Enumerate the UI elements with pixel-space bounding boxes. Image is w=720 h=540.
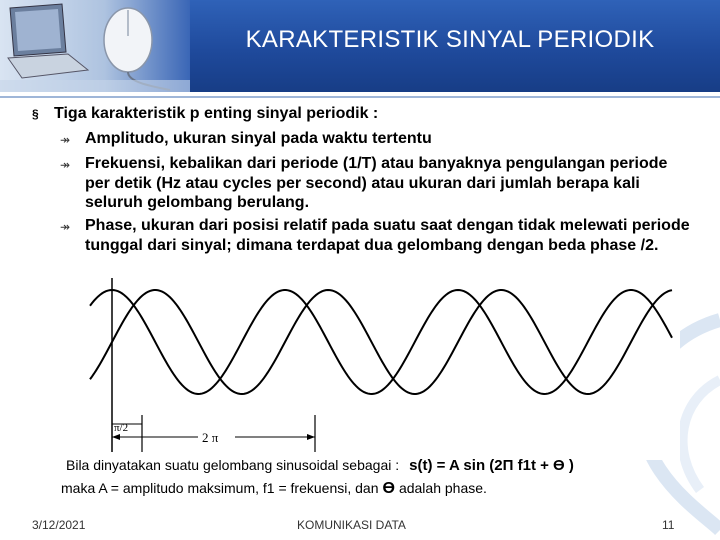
sub-bullet-text: Amplitudo, ukuran sinyal pada waktu tertentu <box>85 130 432 147</box>
caption-line-2 <box>61 480 681 498</box>
arrow-bullet-icon: ↠ <box>60 220 71 234</box>
caption-line-1 <box>66 457 706 474</box>
main-bullet-text: Tiga karakteristik p enting sinyal periodik : <box>54 105 379 122</box>
theta-symbol: Ɵ <box>382 480 395 497</box>
two-pi-label: 2 π <box>202 430 219 445</box>
caption-text: Bila dinyatakan suatu gelombang sinusoidal sebagai : <box>66 457 400 473</box>
footer-title: KOMUNIKASI DATA <box>297 518 406 532</box>
sub-bullet-text: Phase, ukuran dari posisi relatif pada suatu saat dengan tidak melewati periode tunggal dari sinyal; dimana terdapat dua gelombang dengan beda phase /2. <box>85 217 690 254</box>
caption-text-pre: maka A = amplitudo maksimum, f1 = frekuensi, dan <box>61 480 379 496</box>
header-photo <box>0 0 190 92</box>
sine-wave-figure <box>80 270 680 460</box>
page-title: KARAKTERISTIK SINYAL PERIODIK <box>245 26 655 53</box>
footer-date: 3/12/2021 <box>32 518 86 532</box>
sub-bullet-text: Frekuensi, kebalikan dari periode (1/T) atau banyaknya pengulangan periode per detik (Hz atau cycles per second) atau ukuran dari jumlah berapa kali seluruh gelombang berulang. <box>85 155 668 211</box>
caption-text-post: adalah phase. <box>398 480 487 496</box>
half-pi-label: π/2 <box>114 422 129 434</box>
header-divider-shadow <box>0 96 720 98</box>
laptop-mouse-image <box>0 0 190 92</box>
square-bullet-icon: § <box>32 107 39 121</box>
sinusoid-formula: s(t) = A sin (2Π f1t + Ɵ ) <box>409 457 574 474</box>
page-number: 11 <box>662 518 675 532</box>
title-bar <box>0 0 720 92</box>
arrow-bullet-icon: ↠ <box>60 133 71 147</box>
arrow-bullet-icon: ↠ <box>60 158 71 172</box>
